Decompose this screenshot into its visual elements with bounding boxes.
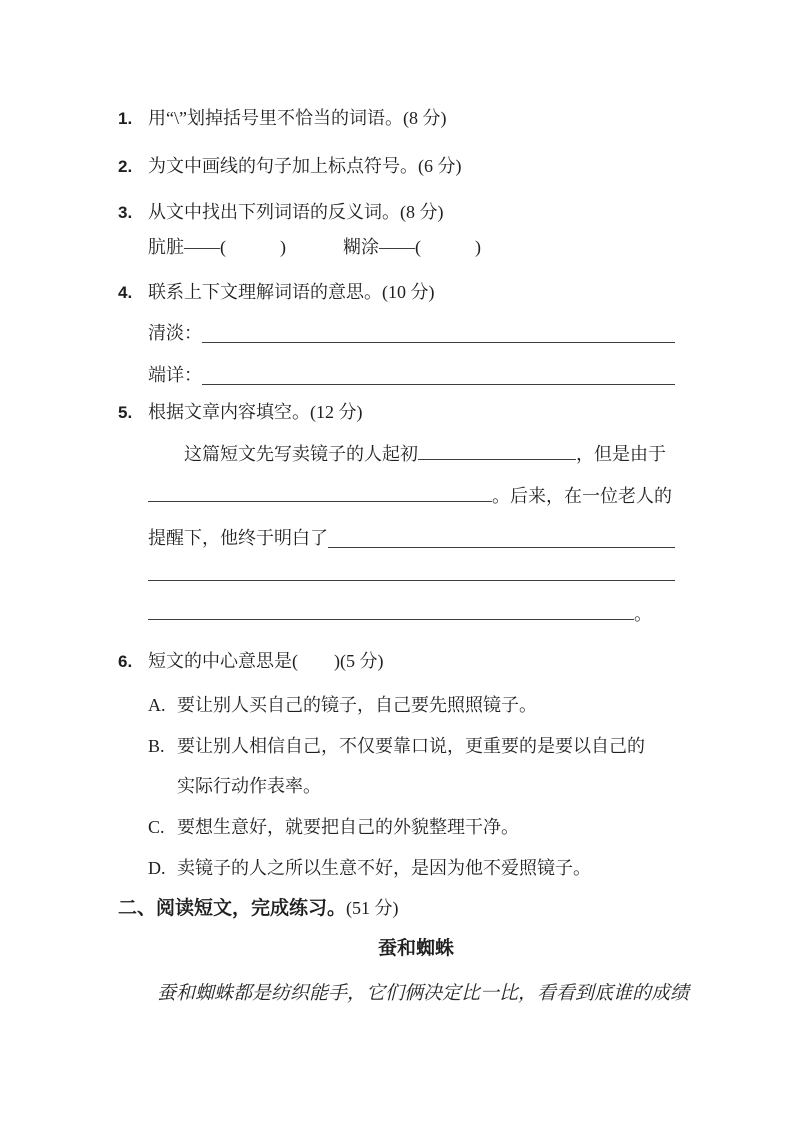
question-1-number: 1. (118, 109, 133, 128)
question-6-number: 6. (118, 652, 133, 671)
option-b-text-2: 实际行动作表率。 (177, 776, 321, 796)
passage-first-line (121, 981, 690, 1007)
fill-text-pre: 提醒下，他终于明白了 (148, 528, 328, 548)
passage-title-text: 蚕和蜘蛛 (377, 938, 454, 959)
fill-text-post: 。后来，在一位老人的 (492, 486, 672, 506)
antonym-1-word: 肮脏 (148, 237, 184, 257)
question-5-text: 根据文章内容填空。 (148, 402, 310, 422)
question-1 (118, 105, 675, 132)
antonym-2-word: 糊涂 (343, 237, 379, 257)
question-2-score: (6 分) (418, 156, 462, 176)
question-6 (118, 648, 675, 675)
passage-line-text: 蚕和蜘蛛都是纺织能手，它们俩决定比一比，看看到底谁的成绩 (157, 983, 690, 1004)
word-label-qingdan: 清淡： (148, 323, 202, 343)
antonym-2-answer-parens: ( ) (415, 237, 481, 257)
question-5-line-1 (148, 441, 675, 467)
option-d-text: 卖镜子的人之所以生意不好，是因为他不爱照镜子。 (177, 858, 591, 878)
part-2-header (118, 895, 675, 922)
question-3 (118, 199, 675, 226)
question-2-number: 2. (118, 157, 133, 176)
question-5-line-3 (148, 525, 675, 551)
option-b-continuation (177, 773, 675, 799)
question-1-score: (8 分) (402, 108, 447, 128)
question-3-text: 从文中找出下列词语的反义词。 (148, 202, 400, 222)
option-c (148, 814, 675, 840)
question-5-number: 5. (118, 403, 133, 422)
fill-text-post: 。 (634, 604, 652, 624)
question-3-antonym-pairs (148, 234, 675, 260)
antonym-1-dash: —— (184, 237, 220, 257)
answer-line (202, 339, 675, 343)
option-d (148, 855, 675, 881)
question-4 (118, 279, 675, 306)
question-1-text: 用“\”划掉括号里不恰当的词语。 (148, 108, 403, 128)
question-5-line-5 (148, 601, 675, 627)
question-3-number: 3. (118, 203, 133, 222)
answer-line (148, 499, 492, 502)
question-5-line-4 (148, 562, 675, 588)
part-2-header-text: 二、阅读短文，完成练习。 (118, 898, 347, 919)
fill-text-pre: 这篇短文先写卖镜子的人起初 (184, 444, 418, 464)
option-d-letter: D. (148, 858, 166, 878)
antonym-pair-1 (148, 237, 286, 257)
passage-title (148, 936, 684, 962)
answer-line (148, 578, 675, 581)
part-2-score: (51 分) (346, 898, 399, 918)
question-4-blank-duanxiang (148, 362, 675, 388)
question-5 (118, 399, 675, 426)
option-c-text: 要想生意好，就要把自己的外貌整理干净。 (177, 817, 519, 837)
question-5-score: (12 分) (310, 402, 363, 422)
answer-line (328, 544, 675, 548)
question-5-line-2 (148, 483, 675, 509)
antonym-2-dash: —— (379, 237, 415, 257)
antonym-pair-2 (343, 237, 481, 257)
question-4-text: 联系上下文理解词语的意思。 (148, 282, 382, 302)
option-a-text: 要让别人买自己的镜子，自己要先照照镜子。 (177, 695, 537, 715)
fill-text-post: ，但是由于 (576, 444, 666, 464)
question-6-text: 短文的中心意思是( ) (148, 651, 340, 671)
answer-line (148, 617, 634, 620)
question-2 (118, 153, 675, 180)
antonym-1-answer-parens: ( ) (220, 237, 286, 257)
option-a (148, 692, 675, 718)
answer-line (418, 457, 576, 460)
option-b (148, 733, 675, 759)
question-4-score: (10 分) (382, 282, 435, 302)
option-b-letter: B. (148, 736, 165, 756)
option-b-text: 要让别人相信自己，不仅要靠口说，更重要的是要以自己的 (177, 736, 645, 756)
question-2-text: 为文中画线的句子加上标点符号。 (148, 156, 418, 176)
answer-line (202, 381, 675, 385)
question-4-blank-qingdan (148, 320, 675, 346)
question-3-score: (8 分) (400, 202, 444, 222)
question-6-score: (5 分) (340, 651, 384, 671)
word-label-duanxiang: 端详： (148, 365, 202, 385)
question-4-number: 4. (118, 283, 133, 302)
option-c-letter: C. (148, 817, 165, 837)
option-a-letter: A. (148, 695, 166, 715)
